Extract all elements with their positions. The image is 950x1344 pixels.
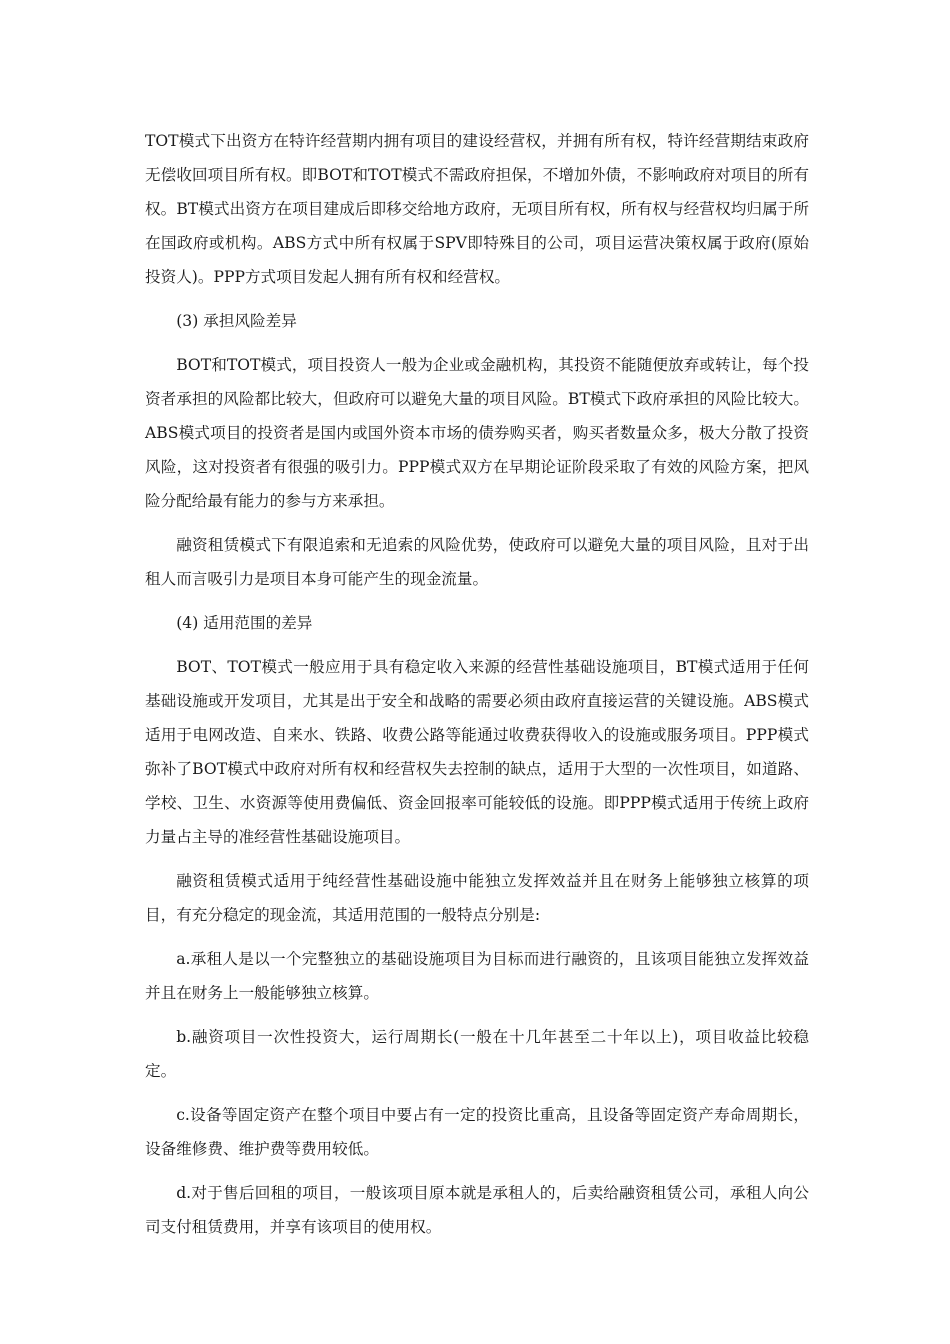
section-heading-scope: (4) 适用范围的差异 — [176, 614, 313, 632]
paragraph-scope-models: BOT、TOT模式一般应用于具有稳定收入来源的经营性基础设施项目，BT模式适用于任何基础设施或开发项目，尤其是出于安全和战略的需要必须由政府直接运营的关键设施。ABS模式适用于电网改造、自来水、铁路、收费公路等能通过收费获得收入的设施或服务项目。PPP模式弥补了BOT模式中政府对所有权和经营权失去控制的缺点，适用于大型的一次性项目，如道路、学校、卫生、水资源等使用费偏低、资金回报率可能较低的设施。即PPP模式适用于传统上政府力量占主导的准经营性基础设施项目。 — [145, 658, 809, 846]
paragraph-risk-leasing: 融资租赁模式下有限追索和无追索的风险优势，使政府可以避免大量的项目风险，且对于出租人而言吸引力是项目本身可能产生的现金流量。 — [145, 536, 809, 588]
document-body — [145, 124, 809, 1244]
section-heading-risk: (3) 承担风险差异 — [176, 312, 297, 330]
list-item-d: d.对于售后回租的项目，一般该项目原本就是承租人的，后卖给融资租赁公司，承租人向公司支付租赁费用，并享有该项目的使用权。 — [145, 1184, 809, 1236]
list-item-a: a.承租人是以一个完整独立的基础设施项目为目标而进行融资的，且该项目能独立发挥效益并且在财务上一般能够独立核算。 — [145, 950, 809, 1002]
list-item-b: b.融资项目一次性投资大，运行周期长(一般在十几年甚至二十年以上)，项目收益比较稳定。 — [145, 1028, 809, 1080]
paragraph-ownership-continued: TOT模式下出资方在特许经营期内拥有项目的建设经营权，并拥有所有权，特许经营期结束政府无偿收回项目所有权。即BOT和TOT模式不需政府担保，不增加外债，不影响政府对项目的所有权。BT模式出资方在项目建成后即移交给地方政府，无项目所有权，所有权与经营权均归属于所在国政府或机构。ABS方式中所有权属于SPV即特殊目的公司，项目运营决策权属于政府(原始投资人)。PPP方式项目发起人拥有所有权和经营权。 — [145, 132, 809, 286]
list-item-c: c.设备等固定资产在整个项目中要占有一定的投资比重高，且设备等固定资产寿命周期长，设备维修费、维护费等费用较低。 — [145, 1106, 809, 1158]
paragraph-scope-leasing: 融资租赁模式适用于纯经营性基础设施中能独立发挥效益并且在财务上能够独立核算的项目，有充分稳定的现金流，其适用范围的一般特点分别是: — [145, 872, 809, 924]
paragraph-risk-models: BOT和TOT模式，项目投资人一般为企业或金融机构，其投资不能随便放弃或转让，每个投资者承担的风险都比较大，但政府可以避免大量的项目风险。BT模式下政府承担的风险比较大。ABS模式项目的投资者是国内或国外资本市场的债券购买者，购买者数量众多，极大分散了投资风险，这对投资者有很强的吸引力。PPP模式双方在早期论证阶段采取了有效的风险方案，把风险分配给最有能力的参与方来承担。 — [145, 356, 809, 510]
